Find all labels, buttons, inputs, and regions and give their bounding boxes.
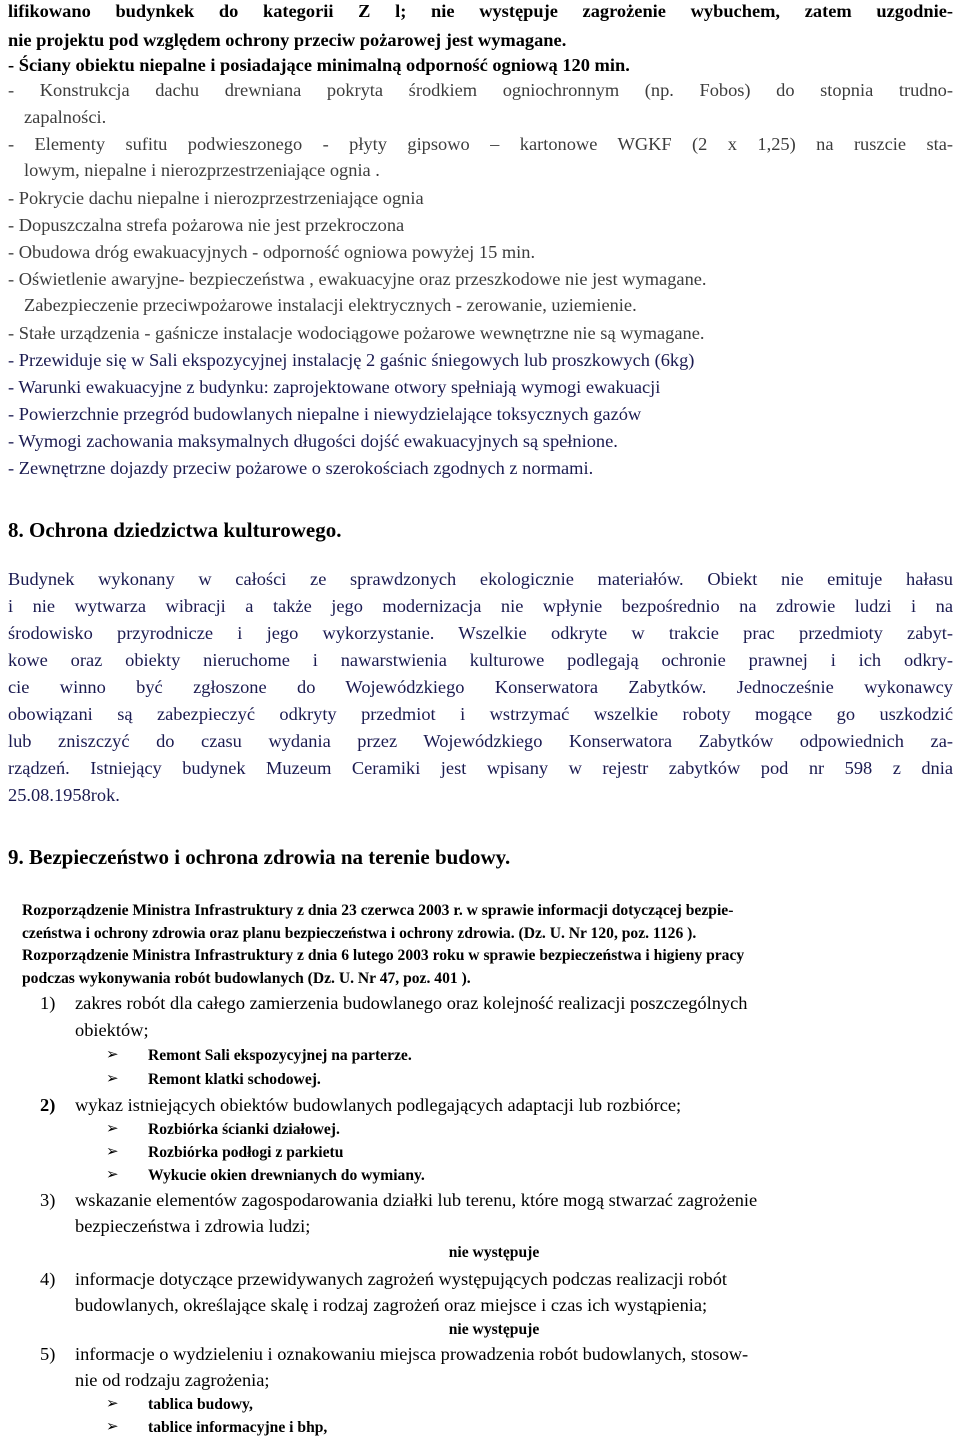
list-item: - Powierzchnie przegród budowlanych niepalne i niewydzielające toksycznych gazów bbox=[8, 404, 642, 424]
list-item: - Dopuszczalna strefa pożarowa nie jest przekroczona bbox=[8, 215, 405, 235]
intro-line: lifikowano budynkek do kategorii Z l; nie występuje zagrożenie wybuchem, zatem uzgodnie- bbox=[8, 1, 953, 21]
section-heading: 9. Bezpieczeństwo i ochrona zdrowia na terenie budowy. bbox=[8, 845, 511, 869]
paragraph-line: i nie wytwarza wibracji a także jego modernizacja nie wpłynie bezpośrednio na zdrowie ludzi i na bbox=[8, 596, 953, 616]
item-text: nie od rodzaju zagrożenia; bbox=[75, 1370, 270, 1390]
list-item-continuation: lowym, niepalne i nierozprzestrzeniające ognia . bbox=[24, 160, 380, 180]
list-item: - Oświetlenie awaryjne- bezpieczeństwa , ewakuacyjne oraz przeszkodowe nie jest wymagane. bbox=[8, 269, 707, 289]
bullet-item: tablice informacyjne i bhp, bbox=[148, 1419, 328, 1436]
list-item: - Stałe urządzenia - gaśnicze instalacje wodociągowe pożarowe wewnętrzne nie są wymagane. bbox=[8, 323, 705, 343]
bullet-item: Rozbiórka podłogi z parkietu bbox=[148, 1144, 344, 1161]
regulation-line: Rozporządzenie Ministra Infrastruktury z dnia 23 czerwca 2003 r. w sprawie informacji dotyczącej bezpie- bbox=[22, 902, 734, 919]
arrow-bullet-icon: ➢ bbox=[106, 1419, 119, 1435]
item-text: wskazanie elementów zagospodarowania działki lub terenu, które mogą stwarzać zagrożenie bbox=[75, 1190, 758, 1210]
list-item: - Konstrukcja dachu drewniana pokryta środkiem ogniochronnym (np. Fobos) do stopnia trudno- bbox=[8, 80, 953, 100]
regulation-line: podczas wykonywania robót budowlanych (Dz. U. Nr 47, poz. 401 ). bbox=[22, 970, 471, 987]
bullet-item: Rozbiórka ścianki działowej. bbox=[148, 1121, 340, 1138]
paragraph-line: rządzeń. Istniejący budynek Muzeum Ceramiki jest wpisany w rejestr zabytków pod nr 598 z dnia bbox=[8, 758, 953, 778]
item-text: zakres robót dla całego zamierzenia budowlanego oraz kolejność realizacji poszczególnych bbox=[75, 993, 748, 1013]
item-note: nie występuje bbox=[448, 1321, 540, 1338]
item-text: informacje dotyczące przewidywanych zagrożeń występujących podczas realizacji robót bbox=[75, 1269, 728, 1289]
regulation-line: Rozporządzenie Ministra Infrastruktury z dnia 6 lutego 2003 roku w sprawie bezpieczeństwa i higieny pracy bbox=[22, 947, 745, 964]
item-number: 2) bbox=[40, 1095, 56, 1115]
arrow-bullet-icon: ➢ bbox=[106, 1396, 119, 1412]
arrow-bullet-icon: ➢ bbox=[106, 1121, 119, 1137]
paragraph-line: cie winno być zgłoszone do Wojewódzkiego Konserwatora Zabytków. Jednocześnie wykonawcy bbox=[8, 677, 953, 697]
list-item: - Elementy sufitu podwieszonego - płyty gipsowo – kartonowe WGKF (2 x 1,25) na ruszcie sta- bbox=[8, 134, 953, 154]
bullet-item: tablica budowy, bbox=[148, 1396, 253, 1413]
item-number: 1) bbox=[40, 993, 56, 1013]
list-item: - Pokrycie dachu niepalne i nierozprzestrzeniające ognia bbox=[8, 188, 424, 208]
list-item-continuation: Zabezpieczenie przeciwpożarowe instalacji elektrycznych - zerowanie, uziemienie. bbox=[24, 295, 637, 315]
arrow-bullet-icon: ➢ bbox=[106, 1144, 119, 1160]
arrow-bullet-icon: ➢ bbox=[106, 1167, 119, 1183]
list-item-continuation: zapalności. bbox=[24, 107, 107, 127]
list-item: - Warunki ewakuacyjne z budynku: zaprojektowane otwory spełniają wymogi ewakuacji bbox=[8, 377, 661, 397]
list-item: - Obudowa dróg ewakuacyjnych - odporność ogniowa powyżej 15 min. bbox=[8, 242, 536, 262]
item-text: obiektów; bbox=[75, 1020, 149, 1040]
item-number: 3) bbox=[40, 1190, 56, 1210]
paragraph-line: obowiązani są zabezpieczyć odkryty przedmiot i wstrzymać wszelkie roboty mogące go uszkodzić bbox=[8, 704, 953, 724]
intro-line: nie projektu pod względem ochrony przeciw pożarowej jest wymagane. bbox=[8, 30, 567, 50]
bullet-item: Remont Sali ekspozycyjnej na parterze. bbox=[148, 1047, 412, 1064]
list-item: - Przewiduje się w Sali ekspozycyjnej instalację 2 gaśnic śniegowych lub proszkowych (6kg) bbox=[8, 350, 695, 370]
paragraph-line: kowe oraz obiekty nieruchome i nawarstwienia kulturowe podlegają ochronie prawnej i ich odkry- bbox=[8, 650, 953, 670]
bullet-item: Remont klatki schodowej. bbox=[148, 1071, 321, 1088]
regulation-line: czeństwa i ochrony zdrowia oraz planu bezpieczeństwa i ochrony zdrowia. (Dz. U. Nr 120, poz. 1126 ). bbox=[22, 925, 697, 942]
item-text: informacje o wydzieleniu i oznakowaniu miejsca prowadzenia robót budowlanych, stosow- bbox=[75, 1344, 749, 1364]
item-text: wykaz istniejących obiektów budowlanych podlegających adaptacji lub rozbiórce; bbox=[75, 1095, 682, 1115]
item-number: 5) bbox=[40, 1344, 56, 1364]
paragraph-line: środowisko przyrodnicze i jego wykorzystanie. Wszelkie odkryte w trakcie prac przedmioty zabyt- bbox=[8, 623, 953, 643]
item-text: bezpieczeństwa i zdrowia ludzi; bbox=[75, 1216, 311, 1236]
arrow-bullet-icon: ➢ bbox=[106, 1047, 119, 1063]
list-item: - Wymogi zachowania maksymalnych długości dojść ewakuacyjnych są spełnione. bbox=[8, 431, 618, 451]
arrow-bullet-icon: ➢ bbox=[106, 1071, 119, 1087]
list-item: - Ściany obiektu niepalne i posiadające minimalną odporność ogniową 120 min. bbox=[8, 55, 630, 75]
bullet-item: Wykucie okien drewnianych do wymiany. bbox=[148, 1167, 425, 1184]
list-item: - Zewnętrzne dojazdy przeciw pożarowe o szerokościach zgodnych z normami. bbox=[8, 458, 594, 478]
item-text: budowlanych, określające skalę i rodzaj zagrożeń oraz miejsce i czas ich wystąpienia; bbox=[75, 1295, 708, 1315]
item-note: nie występuje bbox=[448, 1244, 540, 1261]
paragraph-line: Budynek wykonany w całości ze sprawdzonych ekologicznie materiałów. Obiekt nie emituje hałasu bbox=[8, 569, 953, 589]
item-number: 4) bbox=[40, 1269, 56, 1289]
paragraph-line: 25.08.1958rok. bbox=[8, 785, 120, 805]
paragraph-line: lub zniszczyć do czasu wydania przez Wojewódzkiego Konserwatora Zabytków odpowiednich za- bbox=[8, 731, 953, 751]
section-heading: 8. Ochrona dziedzictwa kulturowego. bbox=[8, 518, 342, 542]
